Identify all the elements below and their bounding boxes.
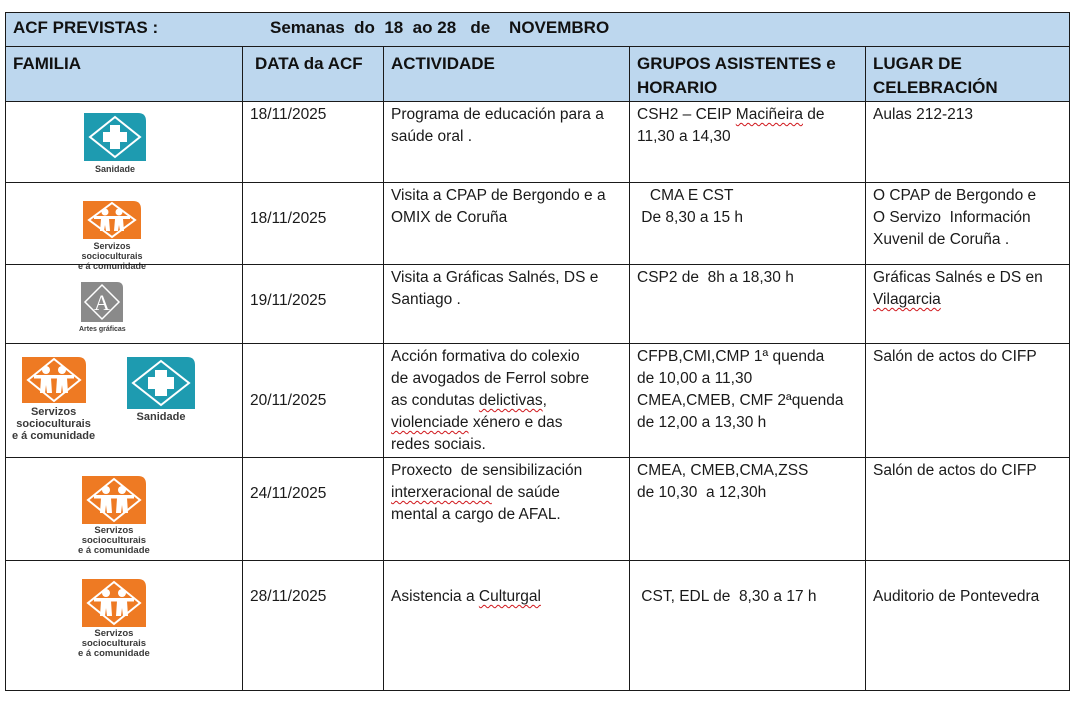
- text-line: CSP2 de 8h a 18,30 h: [637, 269, 794, 286]
- text-line: Gráficas Salnés e DS en: [873, 269, 1043, 286]
- table-row-1-data: 18/11/2025: [242, 101, 384, 183]
- table-row-2-lugar: [865, 182, 1070, 265]
- table-row-1-familia: [5, 101, 243, 183]
- text-line: redes sociais.: [391, 436, 486, 453]
- table-row-3-lugar: [865, 264, 1070, 344]
- sanidade-logo: [84, 113, 146, 174]
- text-line: mental a cargo de AFAL.: [391, 506, 561, 523]
- people-icon: [82, 579, 146, 627]
- header-grupos: [629, 46, 866, 102]
- text-line: Salón de actos do CIFP: [873, 462, 1037, 479]
- text-line: socioculturais: [81, 638, 147, 649]
- text-line: CMA E CST: [637, 187, 734, 204]
- text-line: [391, 586, 629, 608]
- table-row-5-actividade: [383, 457, 630, 561]
- text-line: [391, 390, 629, 412]
- table-row-1-grupos: [629, 101, 866, 183]
- text-line: Programa de educación para a: [391, 106, 604, 123]
- servizos-logo-label: [78, 526, 150, 556]
- text-line: e á comunidade: [78, 545, 150, 556]
- text-line: socioculturais: [16, 418, 91, 430]
- header-actividade: ACTIVIDADE: [383, 46, 630, 102]
- header-familia: FAMILIA: [5, 46, 243, 102]
- header-lugar-line1: LUGAR DE: [873, 54, 962, 73]
- table-row-4-familia: [5, 343, 243, 458]
- text-line: CST, EDL de 8,30 a 17 h: [637, 588, 817, 605]
- sanidade-logo-label: Sanidade: [136, 411, 186, 423]
- text-line: O Servizo Información: [873, 209, 1031, 226]
- text-line: [391, 412, 629, 434]
- table-row-3-grupos: [629, 264, 866, 344]
- artes-graficas-logo-label: Artes gráficas: [79, 326, 126, 333]
- text-line: Servizos: [30, 406, 77, 418]
- artes-graficas-logo: [79, 282, 126, 334]
- text-line: Servizos: [93, 241, 131, 251]
- servizos-logo-label: [78, 629, 150, 659]
- text-line: [391, 482, 629, 504]
- servizos-logo: [78, 201, 146, 271]
- servizos-logo: [12, 357, 95, 442]
- svg-text:A: A: [94, 290, 111, 315]
- spellcheck-word: Maciñeira: [735, 106, 803, 123]
- text-line: CMEA,CMEB, CMF 2ªquenda: [637, 392, 844, 409]
- header-lugar: [865, 46, 1070, 102]
- header-data: DATA da ACF: [242, 46, 384, 102]
- sanidade-logo-label: Sanidade: [94, 164, 135, 174]
- people-icon: [83, 201, 141, 239]
- table-row-5-data: 24/11/2025: [242, 457, 384, 561]
- text-line: socioculturais: [81, 535, 147, 546]
- sanidade-logo: [127, 357, 195, 423]
- text-line: Visita a CPAP de Bergondo e a: [391, 187, 606, 204]
- text-line: Santiago .: [391, 291, 461, 308]
- table-row-6-lugar: [865, 560, 1070, 691]
- title-weeks: Semanas do 18 ao 28 de NOVEMBRO: [270, 18, 610, 37]
- table-row-4-actividade: [383, 343, 630, 458]
- text-span: Asistencia a: [391, 588, 479, 605]
- spellcheck-word: violenciade: [391, 414, 469, 431]
- table-row-2-actividade: [383, 182, 630, 265]
- text-span: as condutas: [391, 392, 479, 409]
- sanidade-cross-icon: [127, 357, 195, 409]
- spellcheck-word: interxeracional: [391, 484, 492, 501]
- text-line: CMEA, CMEB,CMA,ZSS: [637, 462, 809, 479]
- spellcheck-word: Vilagarcia: [873, 291, 941, 308]
- spellcheck-word: Culturgal: [478, 588, 541, 605]
- text-line: CFPB,CMI,CMP 1ª quenda: [637, 348, 825, 365]
- text-line: Auditorio de Pontevedra: [873, 588, 1040, 605]
- table-row-3-data: 19/11/2025: [242, 264, 384, 344]
- table-row-3-actividade: [383, 264, 630, 344]
- text-line: e á comunidade: [12, 430, 96, 442]
- text-line: Servizos: [94, 525, 134, 536]
- text-line: Proxecto de sensibilización: [391, 462, 583, 479]
- text-span: xénero e das: [468, 414, 563, 431]
- text-line: de 10,00 a 11,30: [637, 370, 753, 387]
- table-row-3-familia: [5, 264, 243, 344]
- table-row-2-familia: [5, 182, 243, 271]
- text-line: de 10,30 a 12,30h: [637, 484, 767, 501]
- text-span: de saúde: [491, 484, 560, 501]
- header-lugar-line2: CELEBRACIÓN: [873, 78, 998, 97]
- letter-a-icon: [81, 282, 123, 322]
- text-line: [637, 104, 865, 126]
- table-row-1-actividade: [383, 101, 630, 183]
- people-icon: [22, 357, 86, 403]
- text-line: de avogados de Ferrol sobre: [391, 370, 590, 387]
- table-row-4-lugar: [865, 343, 1070, 458]
- header-grupos-line2: HORARIO: [637, 78, 718, 97]
- text-span: de: [803, 106, 825, 123]
- spellcheck-word: delictivas: [478, 392, 543, 409]
- table-row-1-lugar: [865, 101, 1070, 183]
- text-line: Salón de actos do CIFP: [873, 348, 1037, 365]
- table-row-5-familia: [5, 457, 243, 561]
- table-row-5-lugar: [865, 457, 1070, 561]
- text-span: CSH2 – CEIP: [637, 106, 736, 123]
- table-row-6-grupos: [629, 560, 866, 691]
- text-line: De 8,30 a 15 h: [637, 209, 743, 226]
- table-row-6-data: 28/11/2025: [242, 560, 384, 691]
- sanidade-cross-icon: [84, 113, 146, 161]
- servizos-logo-label: [12, 406, 95, 442]
- table-row-4-grupos: [629, 343, 866, 458]
- acf-table: [5, 12, 1070, 691]
- table-row-6-actividade: [383, 560, 630, 691]
- text-line: O CPAP de Bergondo e: [873, 187, 1037, 204]
- text-span: ,: [542, 392, 547, 409]
- text-line: e á comunidade: [78, 261, 147, 271]
- servizos-logo: [78, 579, 150, 659]
- table-row-6-familia: [5, 560, 243, 691]
- text-line: Acción formativa do colexio: [391, 348, 580, 365]
- people-icon: [82, 476, 146, 524]
- servizos-logo: [78, 476, 150, 556]
- text-line: Servizos: [94, 628, 134, 639]
- header-grupos-line1: GRUPOS ASISTENTES e: [637, 54, 836, 73]
- text-line: Xuvenil de Coruña .: [873, 231, 1010, 248]
- title-label: ACF PREVISTAS :: [13, 18, 159, 37]
- table-row-2-data: 18/11/2025: [242, 182, 384, 265]
- text-line: e á comunidade: [78, 648, 150, 659]
- text-line: Visita a Gráficas Salnés, DS e: [391, 269, 599, 286]
- table-row-5-grupos: [629, 457, 866, 561]
- table-row-2-grupos: [629, 182, 866, 265]
- text-line: socioculturais: [81, 251, 143, 261]
- title-row: [5, 12, 1070, 47]
- text-line: saúde oral .: [391, 128, 472, 145]
- text-line: Aulas 212-213: [873, 106, 973, 123]
- table-row-4-data: 20/11/2025: [242, 343, 384, 458]
- text-line: 11,30 a 14,30: [637, 128, 731, 145]
- text-line: OMIX de Coruña: [391, 209, 508, 226]
- text-line: de 12,00 a 13,30 h: [637, 414, 767, 431]
